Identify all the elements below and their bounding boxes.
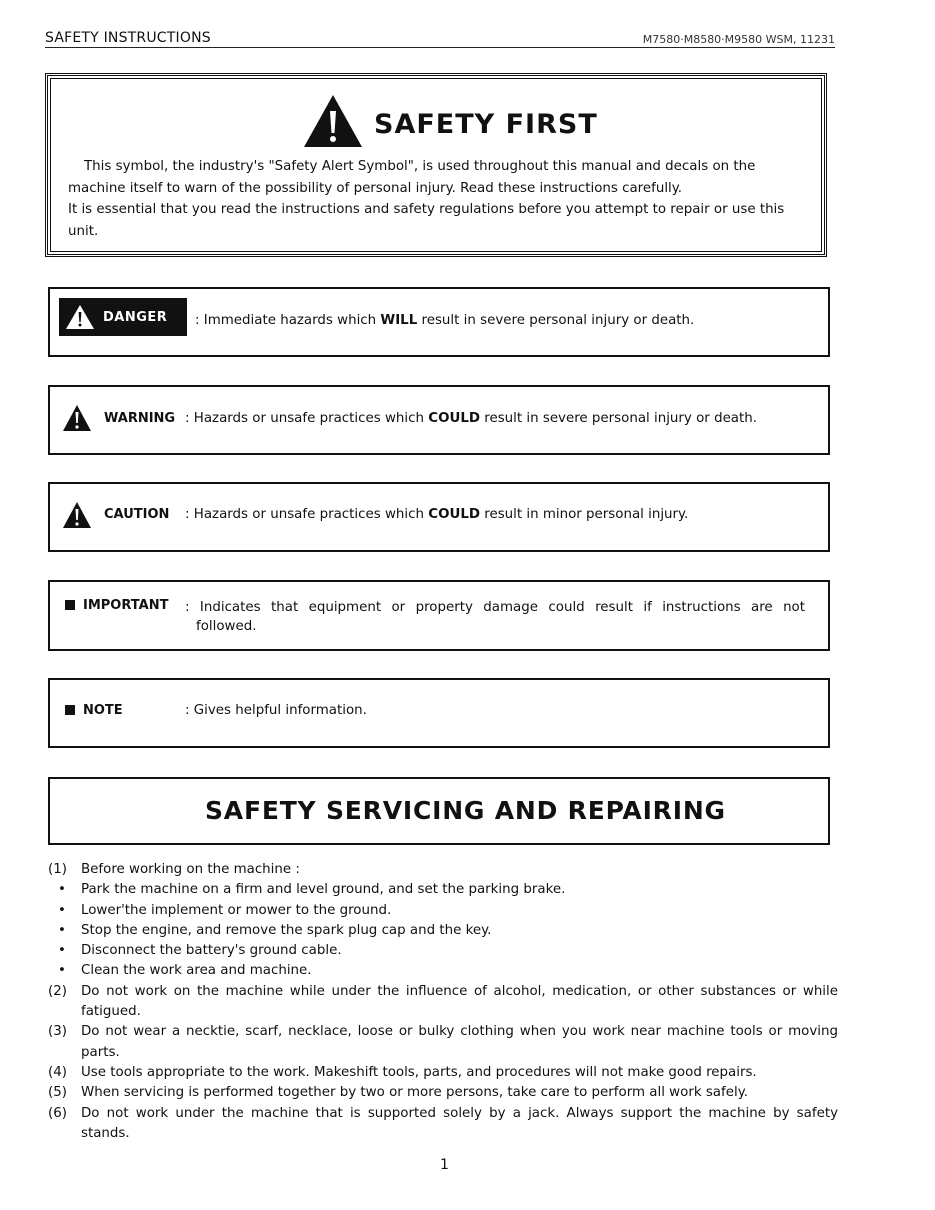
important-description: : Indicates that equipment or property damage could result if instructions are not followed. bbox=[185, 600, 805, 634]
note-description: : Gives helpful information. bbox=[185, 703, 367, 718]
bullet-icon: • bbox=[58, 902, 66, 918]
list-item: (2) Do not work on the machine while under the influence of alcohol, medication, or other substances or while fatigued. bbox=[48, 983, 838, 1020]
bullet-item: • Park the machine on a firm and level ground, and set the parking brake. bbox=[48, 880, 838, 900]
important-box bbox=[48, 580, 830, 651]
safety-first-paragraph-2: It is essential that you read the instructions and safety regulations before you attempt to repair or use this unit. bbox=[68, 202, 785, 239]
list-item: (6) Do not work under the machine that is supported solely by a jack. Always support the machine by safety stands. bbox=[48, 1105, 838, 1141]
safety-first-paragraph-1: This symbol, the industry's "Safety Alert Symbol", is used throughout this manual and decals on the machine itself to warn of the possibility of personal injury. Read these instructions carefully. bbox=[68, 159, 756, 196]
list-item: (5) When servicing is performed together by two or more persons, take care to perform all work safely. bbox=[48, 1085, 748, 1101]
caution-label: CAUTION bbox=[104, 507, 170, 522]
note-label-wrap bbox=[65, 703, 123, 718]
safety-first-title: SAFETY FIRST bbox=[374, 108, 598, 140]
section-title-box bbox=[48, 777, 830, 845]
warning-description: : Hazards or unsafe practices which COULD result in severe personal injury or death. bbox=[185, 411, 758, 426]
safety-alert-icon bbox=[62, 404, 92, 432]
important-label: IMPORTANT bbox=[83, 598, 169, 613]
safety-alert-icon bbox=[65, 304, 95, 330]
safety-alert-icon bbox=[62, 501, 92, 529]
bullet-item: • Stop the engine, and remove the spark plug cap and the key. bbox=[48, 921, 838, 941]
safety-first-heading bbox=[302, 92, 598, 150]
important-label-wrap bbox=[65, 598, 168, 613]
section-title: SAFETY SERVICING AND REPAIRING bbox=[205, 796, 726, 825]
bullet-item: • Lower'the implement or mower to the ground. bbox=[48, 901, 838, 921]
bullet-icon: • bbox=[58, 922, 66, 938]
bullet-icon: • bbox=[58, 963, 66, 979]
list-item: (3) Do not wear a necktie, scarf, necklace, loose or bulky clothing when you work near machine tools or moving parts. bbox=[48, 1024, 838, 1060]
caution-box bbox=[48, 482, 830, 552]
instruction-list bbox=[48, 860, 838, 1144]
warning-label: WARNING bbox=[104, 411, 176, 426]
header-rule bbox=[45, 47, 835, 48]
danger-description: : Immediate hazards which WILL result in severe personal injury or death. bbox=[195, 313, 695, 328]
caution-description: : Hazards or unsafe practices which COULD result in minor personal injury. bbox=[185, 507, 689, 522]
safety-first-text bbox=[68, 156, 804, 242]
danger-tag bbox=[59, 298, 187, 336]
bullet-item: • Disconnect the battery's ground cable. bbox=[48, 941, 838, 961]
page-number: 1 bbox=[440, 1157, 449, 1173]
danger-label: DANGER bbox=[103, 309, 168, 325]
note-box bbox=[48, 678, 830, 748]
square-bullet-icon bbox=[65, 600, 75, 610]
safety-alert-icon bbox=[302, 93, 364, 149]
danger-box bbox=[48, 287, 830, 357]
list-item: (1) Before working on the machine : bbox=[48, 862, 300, 877]
square-bullet-icon bbox=[65, 705, 75, 715]
bullet-icon: • bbox=[58, 943, 66, 959]
list-item: (4) Use tools appropriate to the work. Makeshift tools, parts, and procedures will not make good repairs. bbox=[48, 1064, 757, 1080]
safety-first-box bbox=[45, 73, 827, 257]
warning-box bbox=[48, 385, 830, 455]
note-label: NOTE bbox=[83, 703, 123, 718]
bullet-icon: • bbox=[58, 882, 66, 898]
header-document-id: M7580·M8580·M9580 WSM, 11231 bbox=[642, 33, 835, 46]
header-section-title: SAFETY INSTRUCTIONS bbox=[45, 30, 211, 46]
bullet-item: • Clean the work area and machine. bbox=[48, 961, 838, 981]
